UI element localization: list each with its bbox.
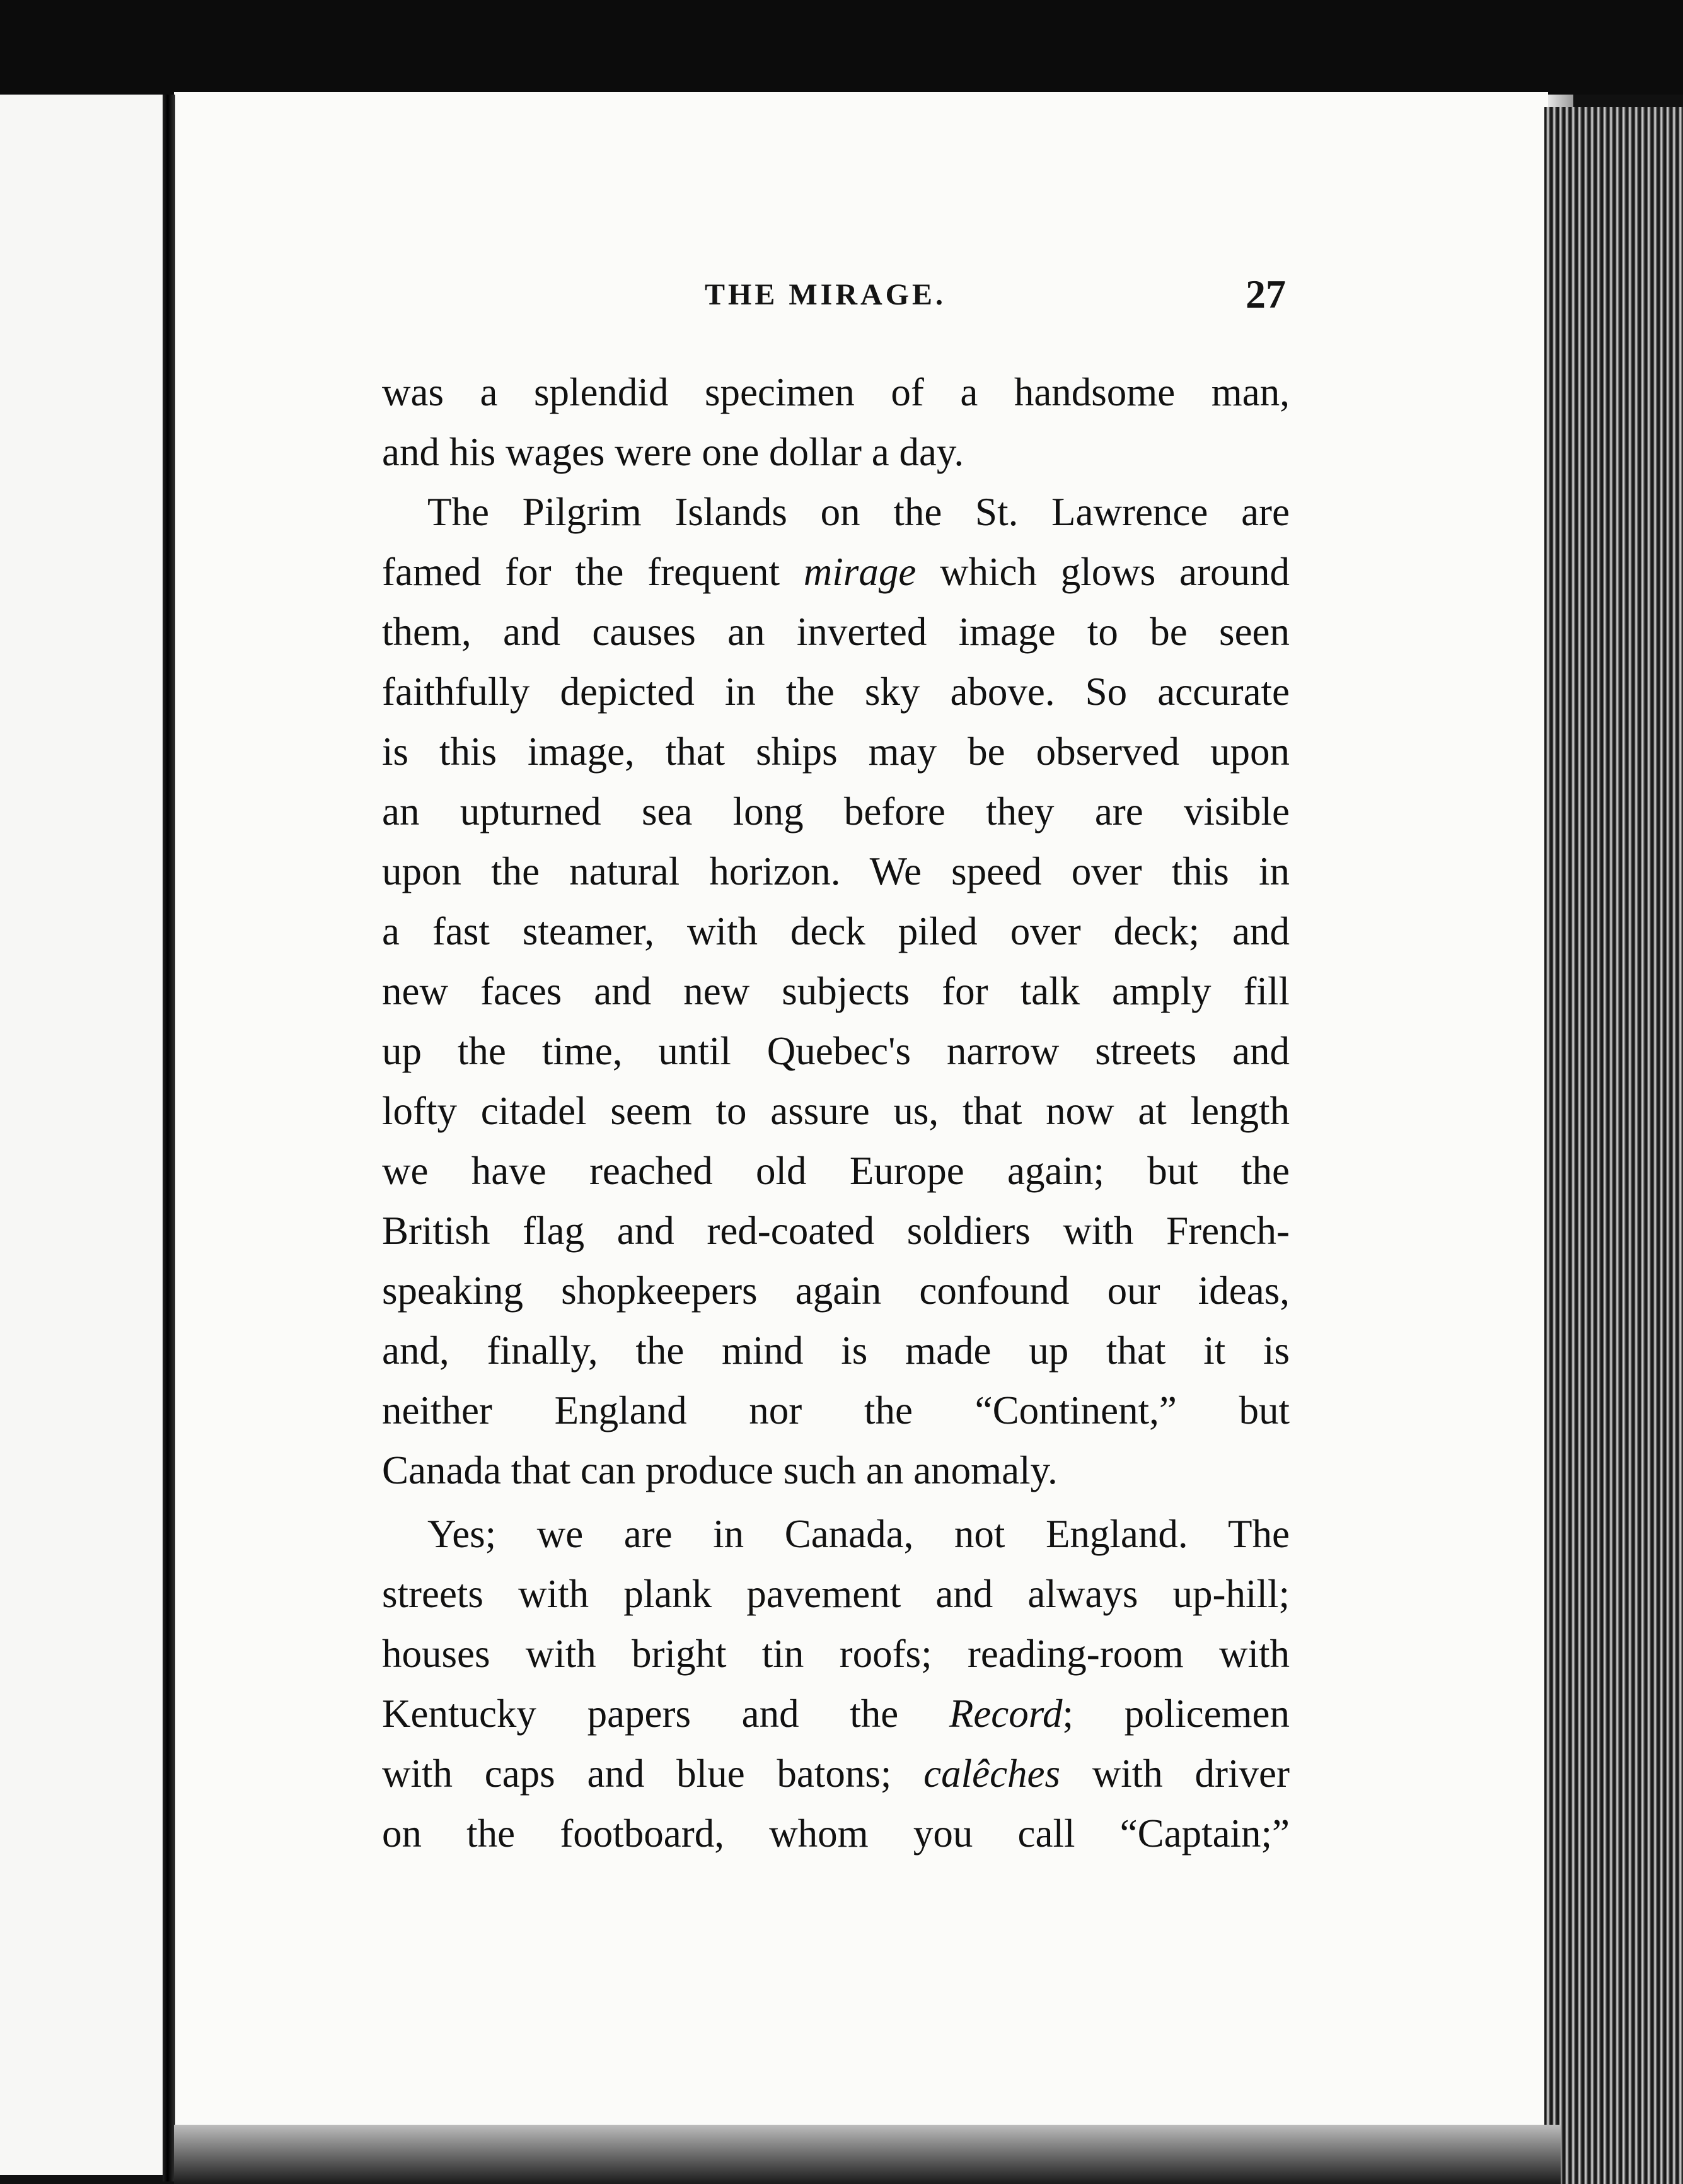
text-line: was a splendid specimen of a handsome man, [382, 370, 1290, 414]
book-gutter [163, 95, 175, 2181]
italic-word: mirage [803, 550, 917, 594]
text-line: them, and causes an inverted image to be seen [382, 610, 1290, 654]
text-line: an upturned sea long before they are visible [382, 789, 1290, 834]
text-run: which glows around [916, 550, 1290, 594]
text-run: ; policemen [1062, 1692, 1290, 1736]
page-stack-edges [1544, 107, 1683, 2184]
text-line: faithfully depicted in the sky above. So accurate [382, 670, 1290, 714]
text-line: up the time, until Quebec's narrow streets and [382, 1029, 1290, 1073]
text-run: Kentucky papers and the [382, 1692, 949, 1736]
text-line: and, finally, the mind is made up that it is [382, 1328, 1290, 1373]
page-bottom-shadow [174, 2125, 1561, 2184]
text-line [382, 1744, 1290, 1804]
italic-word: calêches [923, 1751, 1061, 1796]
text-line: we have reached old Europe again; but the [382, 1149, 1290, 1193]
text-line: houses with bright tin roofs; reading-room with [382, 1632, 1290, 1676]
text-line: and his wages were one dollar a day. [382, 430, 964, 474]
text-line: neither England nor the “Continent,” but [382, 1388, 1290, 1432]
text-run: with caps and blue batons; [382, 1751, 924, 1796]
text-line [382, 542, 1290, 602]
text-line [382, 1684, 1290, 1744]
italic-word: Record [949, 1692, 1063, 1736]
text-line: is this image, that ships may be observed upon [382, 729, 1290, 774]
page-number: 27 [1246, 272, 1286, 317]
text-line: on the footboard, whom you call “Captain;” [382, 1811, 1290, 1856]
body-text [382, 363, 1290, 1864]
text-line: a fast steamer, with deck piled over deck; and [382, 909, 1290, 953]
text-line: The Pilgrim Islands on the St. Lawrence are [427, 490, 1290, 534]
text-line: British flag and red-coated soldiers with French- [382, 1209, 1290, 1253]
text-line: Yes; we are in Canada, not England. The [427, 1512, 1290, 1556]
text-line: speaking shopkeepers again confound our ideas, [382, 1269, 1290, 1313]
running-head: THE MIRAGE. [705, 278, 947, 311]
text-line: new faces and new subjects for talk amply fill [382, 969, 1290, 1013]
text-line: upon the natural horizon. We speed over this in [382, 849, 1290, 893]
text-run: with driver [1060, 1751, 1290, 1796]
scan-background [0, 0, 1683, 95]
text-line: lofty citadel seem to assure us, that now at length [382, 1089, 1290, 1133]
text-line: Canada that can produce such an anomaly. [382, 1448, 1058, 1492]
previous-page-edge [0, 95, 165, 2175]
text-line: streets with plank pavement and always up-hill; [382, 1572, 1290, 1616]
text-run: famed for the frequent [382, 550, 804, 594]
